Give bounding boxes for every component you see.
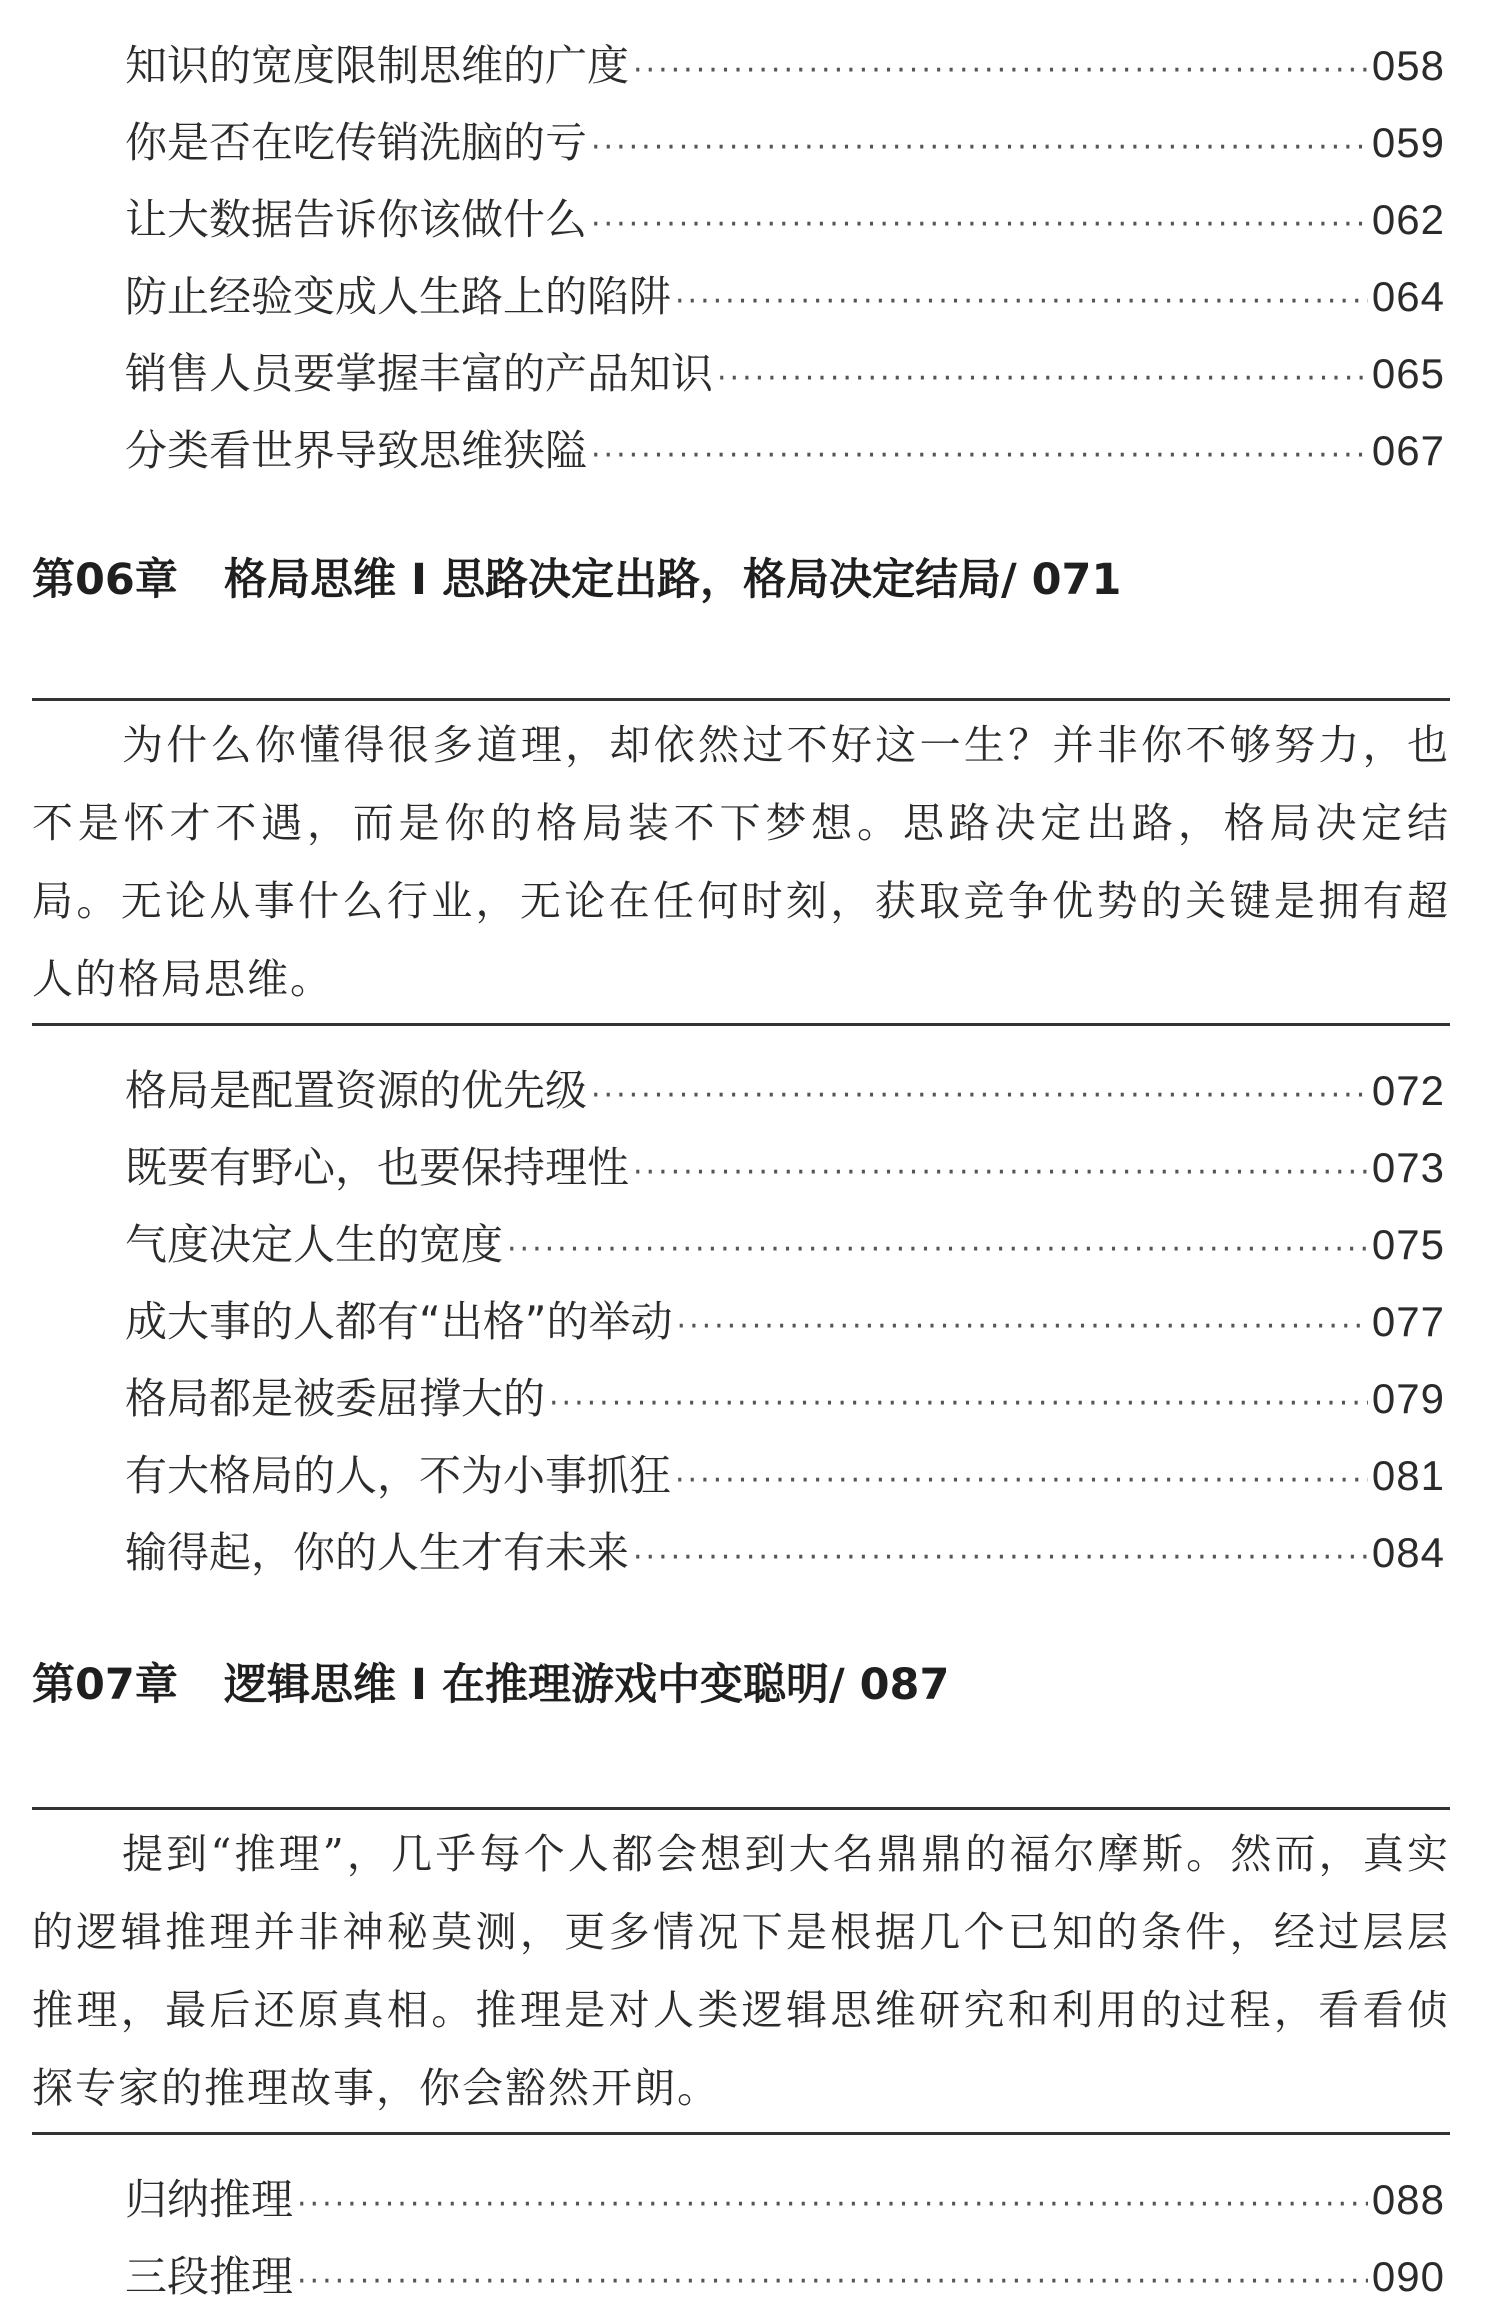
toc-entry-page: 090 (1371, 2253, 1445, 2300)
toc-entry[interactable] (125, 1360, 1445, 1437)
toc-entry-title: 三段推理 (125, 2252, 294, 2301)
toc-entry-title: 销售人员要掌握丰富的产品知识 (125, 349, 714, 398)
toc-entry-page: 075 (1371, 1221, 1445, 1268)
intro-bottom-rule (32, 2132, 1450, 2135)
toc-entry-page: 065 (1371, 350, 1445, 397)
toc-entry-title: 格局都是被委屈撑大的 (125, 1374, 546, 1423)
toc-entry-title: 格局是配置资源的优先级 (125, 1066, 588, 1115)
toc-list-chapter-07 (125, 2161, 1445, 2315)
toc-entry-page: 067 (1371, 427, 1445, 474)
toc-entry[interactable] (125, 1514, 1445, 1591)
toc-entry[interactable] (125, 1052, 1445, 1129)
toc-entry-title: 有大格局的人，不为小事抓狂 (125, 1451, 672, 1500)
toc-leader-dots (591, 1057, 1368, 1134)
toc-entry-title: 输得起，你的人生才有未来 (125, 1528, 630, 1577)
toc-entry-page: 073 (1371, 1144, 1445, 1191)
toc-leader-dots (717, 340, 1368, 417)
toc-entry-title: 你是否在吃传销洗脑的亏 (125, 118, 588, 167)
toc-entry-page: 079 (1371, 1375, 1445, 1422)
toc-leader-dots (549, 1365, 1368, 1442)
toc-entry-page: 084 (1371, 1529, 1445, 1576)
toc-entry-page: 058 (1371, 42, 1445, 89)
toc-entry-page: 064 (1371, 273, 1445, 320)
toc-leader-dots (633, 1134, 1368, 1211)
toc-entry[interactable] (125, 1206, 1445, 1283)
toc-leader-dots (297, 2243, 1368, 2320)
chapter-title: 格局思维 I 思路决定出路，格局决定结局/ 071 (224, 555, 1122, 605)
toc-leader-dots (675, 1442, 1368, 1519)
toc-entry[interactable] (125, 27, 1445, 104)
toc-entry[interactable] (125, 1283, 1445, 1360)
toc-leader-dots (633, 32, 1368, 109)
chapter-number: 第07章 (32, 1660, 178, 1710)
chapter-title: 逻辑思维 I 在推理游戏中变聪明/ 087 (224, 1660, 950, 1710)
toc-list-chapter-05 (125, 27, 1445, 489)
toc-leader-dots (591, 186, 1368, 263)
chapter-intro: 为什么你懂得很多道理，却依然过不好这一生？并非你不够努力，也不是怀才不遇，而是你的格局装不下梦想。思路决定出路，格局决定结局。无论从事什么行业，无论在任何时刻，获取竞争优势的关键是拥有超人的格局思维。 (32, 721, 1450, 1003)
toc-entry-page: 062 (1371, 196, 1445, 243)
chapter-number: 第06章 (32, 555, 178, 605)
intro-top-rule (32, 698, 1450, 701)
toc-entry[interactable] (125, 104, 1445, 181)
toc-leader-dots (675, 263, 1368, 340)
toc-entry[interactable] (125, 2238, 1445, 2315)
toc-leader-dots (507, 1211, 1368, 1288)
toc-entry-page: 088 (1371, 2176, 1445, 2223)
toc-leader-dots (591, 109, 1368, 186)
toc-entry[interactable] (125, 258, 1445, 335)
toc-entry-title: 成大事的人都有“出格”的举动 (125, 1297, 673, 1346)
toc-entry-title: 知识的宽度限制思维的广度 (125, 41, 630, 90)
toc-entry-title: 让大数据告诉你该做什么 (125, 195, 588, 244)
toc-entry[interactable] (125, 335, 1445, 412)
toc-entry[interactable] (125, 2161, 1445, 2238)
chapter-heading-06[interactable] (32, 550, 1472, 610)
toc-entry[interactable] (125, 1437, 1445, 1514)
toc-leader-dots (297, 2166, 1368, 2243)
toc-entry[interactable] (125, 1129, 1445, 1206)
intro-top-rule (32, 1807, 1450, 1810)
toc-entry-title: 气度决定人生的宽度 (125, 1220, 504, 1269)
toc-entry-page: 077 (1371, 1298, 1445, 1345)
toc-entry-page: 059 (1371, 119, 1445, 166)
toc-leader-dots (591, 417, 1368, 494)
toc-entry-title: 归纳推理 (125, 2175, 294, 2224)
chapter-heading-07[interactable] (32, 1655, 1472, 1715)
toc-leader-dots (677, 1288, 1368, 1365)
toc-entry[interactable] (125, 412, 1445, 489)
toc-list-chapter-06 (125, 1052, 1445, 1591)
toc-entry-page: 072 (1371, 1067, 1445, 1114)
toc-entry-title: 既要有野心，也要保持理性 (125, 1143, 630, 1192)
toc-entry-page: 081 (1371, 1452, 1445, 1499)
toc-entry[interactable] (125, 181, 1445, 258)
toc-leader-dots (633, 1519, 1368, 1596)
intro-bottom-rule (32, 1023, 1450, 1026)
toc-entry-title: 防止经验变成人生路上的陷阱 (125, 272, 672, 321)
chapter-intro: 提到“推理”，几乎每个人都会想到大名鼎鼎的福尔摩斯。然而，真实的逻辑推理并非神秘莫测，更多情况下是根据几个已知的条件，经过层层推理，最后还原真相。推理是对人类逻辑思维研究和利用的过程，看看侦探专家的推理故事，你会豁然开朗。 (32, 1830, 1450, 2112)
toc-entry-title: 分类看世界导致思维狭隘 (125, 426, 588, 475)
